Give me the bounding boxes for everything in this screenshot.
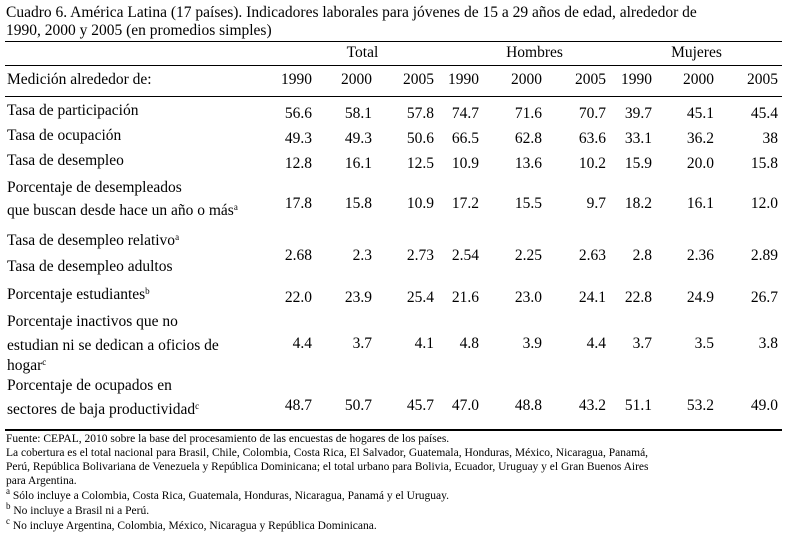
row-label-text: Porcentaje estudiantes: [7, 286, 146, 303]
table-cell: 50.7: [344, 397, 372, 414]
footnote-ref: c: [42, 357, 47, 367]
group-header-total: Total: [346, 44, 379, 61]
table-cell: 23.0: [514, 289, 542, 306]
table-title: [6, 4, 782, 40]
row-label-text: que buscan desde hace un año o más: [7, 202, 234, 219]
table-cell: 36.2: [686, 130, 714, 147]
table-cell: 45.4: [750, 105, 778, 122]
row-label: [7, 123, 121, 148]
group-header-hombres: Hombres: [506, 44, 563, 61]
footnote-ref: a: [233, 202, 238, 212]
table-cell: 2.36: [686, 247, 714, 264]
year-header: 2005: [575, 71, 606, 88]
table-cell: 47.0: [451, 397, 479, 414]
year-header: 2000: [511, 71, 542, 88]
footnote-b: [6, 501, 150, 518]
table-cell: 48.8: [514, 397, 542, 414]
table-cell: 10.9: [406, 195, 434, 212]
table-cell: 66.5: [451, 130, 479, 147]
table-cell: 24.1: [578, 289, 606, 306]
table-cell: 18.2: [624, 195, 652, 212]
row-label: [7, 282, 150, 307]
row-label-text: Tasa de ocupación: [7, 127, 122, 144]
year-header: 2005: [747, 71, 778, 88]
table-cell: 56.6: [284, 105, 312, 122]
table-cell: 63.6: [578, 130, 606, 147]
table-cell: 15.8: [344, 195, 372, 212]
table-cell: 70.7: [578, 105, 606, 122]
table-cell: 2.25: [514, 247, 542, 264]
table-cell: 57.8: [406, 105, 434, 122]
table-cell: 58.1: [344, 105, 372, 122]
row-label: [7, 254, 173, 279]
table-cell: 20.0: [686, 155, 714, 172]
row-label-text: Tasa de desempleo relativo: [7, 232, 176, 249]
coverage-note-line: Perú, República Bolivariana de Venezuela y República Dominicana; el total urbano para Bolivia, Ecuador, Uruguay y el Gran Buenos Aires: [6, 461, 649, 473]
source-note: Fuente: CEPAL, 2010 sobre la base del procesamiento de las encuestas de hogares de los países.: [6, 433, 450, 445]
table-cell: 10.2: [578, 155, 606, 172]
row-header-label: Medición alrededor de:: [7, 71, 152, 88]
table-cell: 62.8: [514, 130, 542, 147]
row-label-text: Tasa de desempleo: [7, 152, 124, 169]
year-header: 2000: [683, 71, 714, 88]
table-cell: 12.8: [284, 155, 312, 172]
year-header: 2000: [341, 71, 372, 88]
group-header-mujeres: Mujeres: [671, 44, 722, 61]
year-header: 1990: [621, 71, 652, 88]
coverage-note-line: La cobertura es el total nacional para Brasil, Chile, Colombia, Costa Rica, El Salvador, Guatemala, Honduras, México, Nicaragua, Panamá,: [6, 447, 649, 459]
table-cell: 3.9: [522, 335, 542, 352]
footnote-a: [6, 486, 450, 503]
table-cell: 16.1: [344, 155, 372, 172]
footnote-ref: a: [175, 232, 180, 242]
table-cell: 3.7: [632, 335, 652, 352]
table-cell: 71.6: [514, 105, 542, 122]
table-cell: 50.6: [406, 130, 434, 147]
footnote-text: No incluye a Brasil ni a Perú.: [10, 505, 150, 517]
row-label-text: Porcentaje inactivos que no: [7, 313, 178, 330]
table-cell: 3.5: [694, 335, 714, 352]
table-cell: 4.1: [414, 335, 434, 352]
table-cell: 3.8: [758, 335, 778, 352]
table-cell: 22.0: [284, 289, 312, 306]
table-cell: 45.7: [406, 397, 434, 414]
table-cell: 4.4: [586, 335, 606, 352]
table-cell: 22.8: [624, 289, 652, 306]
footnote-text: No incluye Argentina, Colombia, México, Nicaragua y República Dominicana.: [10, 520, 377, 532]
row-label-text: hogar: [7, 357, 43, 374]
table-cell: 21.6: [451, 289, 479, 306]
table-cell: 49.0: [750, 397, 778, 414]
table-cell: 49.3: [344, 130, 372, 147]
table-cell: 12.0: [750, 195, 778, 212]
row-label-text: sectores de baja productividad: [7, 401, 196, 418]
table-cell: 53.2: [686, 397, 714, 414]
table-cell: 39.7: [624, 105, 652, 122]
table-cell: 45.1: [686, 105, 714, 122]
table-cell: 49.3: [284, 130, 312, 147]
row-label-text: Tasa de desempleo adultos: [7, 258, 173, 275]
footnote-ref: c: [195, 401, 200, 411]
table-cell: 2.3: [352, 247, 372, 264]
table-cell: 2.63: [578, 247, 606, 264]
footnote-mark: c: [6, 516, 10, 526]
table-cell: 2.73: [406, 247, 434, 264]
table-cell: 33.1: [624, 130, 652, 147]
row-label-text: Porcentaje de desempleados: [7, 179, 182, 196]
table-cell: 24.9: [686, 289, 714, 306]
row-label-text: Porcentaje de ocupados en: [7, 377, 172, 394]
row-label-text: estudian ni se dedican a oficios de: [7, 337, 219, 354]
table-cell: 12.5: [406, 155, 434, 172]
table-title-line-2: 1990, 2000 y 2005 (en promedios simples): [6, 22, 272, 39]
row-label: [7, 397, 199, 422]
table-cell: 15.5: [514, 195, 542, 212]
header-rule: [5, 96, 782, 97]
table-cell: 48.7: [284, 397, 312, 414]
table-cell: 25.4: [406, 289, 434, 306]
table-cell: 23.9: [344, 289, 372, 306]
table-cell: 2.8: [632, 247, 652, 264]
table-cell: 38: [762, 130, 778, 147]
top-rule: [5, 41, 782, 42]
footnote-c: [6, 516, 377, 533]
group-rule-total: [5, 65, 782, 66]
table-cell: 10.9: [451, 155, 479, 172]
row-label: [7, 175, 182, 200]
footnote-mark: b: [6, 501, 11, 511]
row-label: [7, 148, 124, 173]
coverage-note-line: para Argentina.: [6, 475, 77, 487]
table-cell: 3.7: [352, 335, 372, 352]
table-cell: 4.8: [459, 335, 479, 352]
table-cell: 43.2: [578, 397, 606, 414]
table-cell: 74.7: [451, 105, 479, 122]
table-cell: 51.1: [624, 397, 652, 414]
table-cell: 13.6: [514, 155, 542, 172]
table-cell: 16.1: [686, 195, 714, 212]
table-cell: 26.7: [750, 289, 778, 306]
table-cell: 2.89: [750, 247, 778, 264]
row-label-text: Tasa de participación: [7, 102, 139, 119]
table-cell: 15.9: [624, 155, 652, 172]
table-cell: 15.8: [750, 155, 778, 172]
row-label: [7, 228, 179, 253]
table-cell: 2.54: [451, 247, 479, 264]
footnote-mark: a: [6, 486, 10, 496]
row-label: [7, 98, 138, 123]
table-cell: 4.4: [292, 335, 312, 352]
row-label: [7, 198, 238, 223]
year-header: 2005: [403, 71, 434, 88]
table-cell: 17.2: [451, 195, 479, 212]
year-header: 1990: [281, 71, 312, 88]
year-header: 1990: [448, 71, 479, 88]
row-label: [7, 373, 172, 398]
table-cell: 9.7: [586, 195, 606, 212]
table-cell: 2.68: [284, 247, 312, 264]
row-label: [7, 309, 178, 334]
table-title-line-1: Cuadro 6. América Latina (17 países). Indicadores laborales para jóvenes de 15 a 29 años de edad, alrededor de: [6, 4, 697, 21]
bottom-rule: [5, 429, 782, 431]
footnote-text: Sólo incluye a Colombia, Costa Rica, Guatemala, Honduras, Nicaragua, Panamá y el Uruguay.: [10, 490, 450, 502]
table-cell: 17.8: [284, 195, 312, 212]
footnote-ref: b: [145, 286, 150, 296]
